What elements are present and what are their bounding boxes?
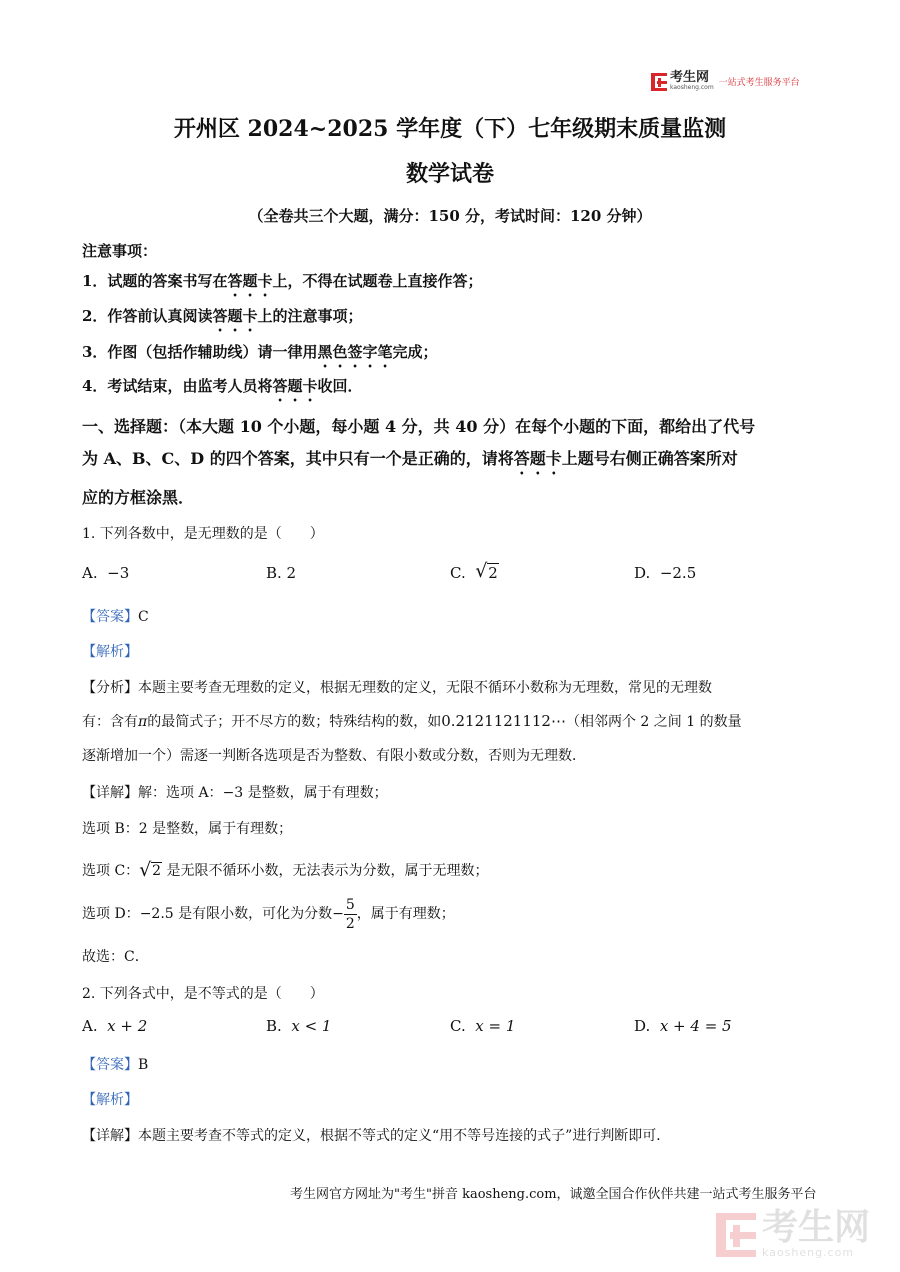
q1-option-b: B. 2 [266,564,297,582]
exam-info: （全卷共三个大题，满分：150 分，考试时间：120 分钟） [248,207,652,225]
watermark-name: 考生网 [761,1207,870,1248]
sqrt-symbol: √ 2 [475,560,498,582]
q1-detail-b: 选项 B：2 是整数，属于有理数； [82,821,293,837]
logo-name: 考生网 [670,70,710,85]
notice-item-1: 1．试题的答案书写在答题卡上，不得在试题卷上直接作答； [82,272,483,290]
q1-detail-d: 选项 D：−2.5 是有限小数，可化为分数− $\frac{5}{2}$ ，属于有理数； [82,896,455,932]
section-1-line-3: 应的方框涂黑． [82,488,195,507]
logo-domain: kaosheng.com [670,84,714,91]
q1-fenxi-line-1: 【分析】本题主要考查无理数的定义，根据无理数的定义，无限不循环小数称为无理数，常见的无理数 [82,680,712,696]
q1-analysis-tag: 【解析】 [82,644,138,660]
kaosheng-logo [651,72,800,91]
notice-item-3: 3．作图（包括作辅助线）请一律用黑色签字笔完成； [82,343,438,361]
exam-title: 开州区 2024~2025 学年度（下）七年级期末质量监测 [173,116,727,142]
notice-item-2: 2．作答前认真阅读答题卡上的注意事项； [82,307,363,325]
sqrt-symbol: √ 2 [139,859,162,881]
exam-subject: 数学试卷 [405,161,494,187]
q2-detail: 【详解】本题主要考查不等式的定义，根据不等式的定义“用不等号连接的式子”进行判断即可． [82,1128,671,1144]
q2-option-d: D. x + 4 = 5 [634,1017,732,1035]
fraction: $\frac{5}{2}$ [345,896,355,932]
section-1-line-2: 为 A、B、C、D 的四个答案，其中只有一个是正确的，请将答题卡上题号右侧正确答案所对 [82,449,738,468]
q1-answer: 【答案】C [82,609,149,625]
section-1-line-1: 一、选择题：（本大题 10 个小题，每小题 4 分，共 40 分）在每个小题的下面，都给出了代号 [82,417,756,436]
header-slogan: 一站式考生服务平台 [718,78,800,88]
q2-answer: 【答案】B [82,1057,149,1073]
watermark-domain: kaosheng.com [761,1246,855,1259]
q1-detail-a: 【详解】解：选项 A：−3 是整数，属于有理数； [82,785,388,801]
q1-option-c: C. √ 2 [450,560,498,582]
q2-option-a: A. x + 2 [82,1017,148,1035]
q2-analysis-tag: 【解析】 [82,1092,138,1108]
q1-option-d: D. −2.5 [634,564,697,582]
question-2-stem: 2. 下列各式中，是不等式的是（ ） [82,986,324,1002]
kaosheng-watermark [716,1207,870,1259]
kaosheng-watermark-icon [716,1213,756,1257]
q2-option-c: C. x = 1 [450,1017,516,1035]
kaosheng-logo-icon [651,73,667,91]
notice-item-4: 4．考试结束，由监考人员将答题卡收回． [82,377,363,395]
q2-option-b: B. x < 1 [266,1017,332,1035]
q1-conclusion: 故选：C． [82,949,149,965]
question-1-stem: 1. 下列各数中，是无理数的是（ ） [82,526,324,542]
q1-option-a: A. −3 [82,564,130,582]
notice-heading: 注意事项： [82,242,158,260]
q1-detail-c: 选项 C： √ 2 是无限不循环小数，无法表示为分数，属于无理数； [82,859,489,881]
q1-fenxi-line-3: 逐渐增加一个）需逐一判断各选项是否为整数、有限小数或分数，否则为无理数． [82,748,586,764]
q1-fenxi-line-2: 有：含有π的最简式子；开不尽方的数；特殊结构的数，如0.2121121112⋯（相邻两个 2 之间 1 的数量 [82,712,742,730]
footer-text: 考生网官方网址为"考生"拼音 kaosheng.com，诚邀全国合作伙伴共建一站式考生服务平台 [290,1187,817,1202]
